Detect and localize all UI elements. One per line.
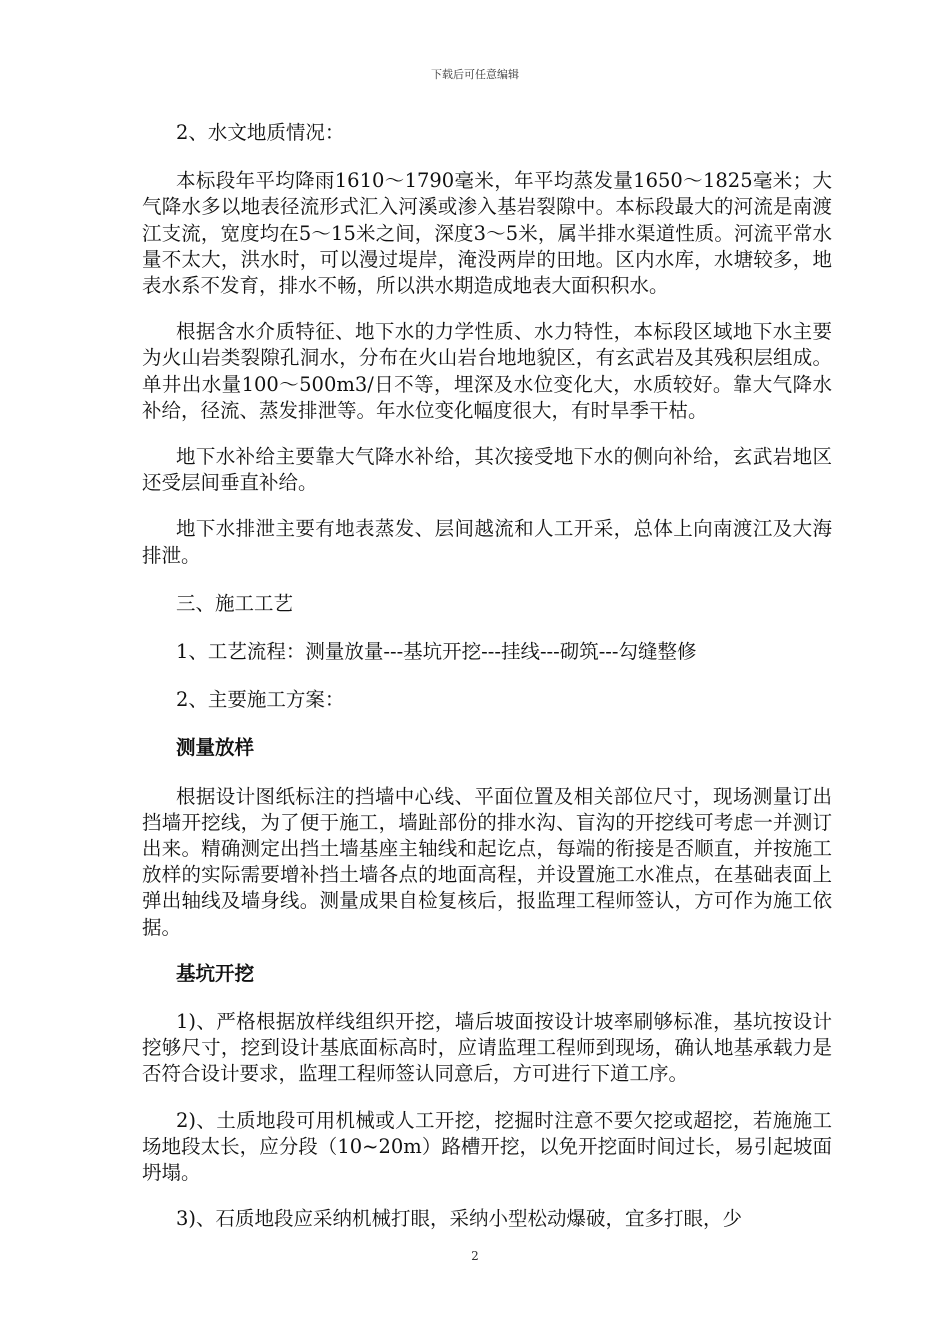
subheading-survey-layout: 测量放样 — [176, 736, 255, 760]
section-heading-hydrogeology: 2、水文地质情况： — [176, 121, 345, 144]
process-flow-line: 1、工艺流程：测量放量---基坑开挖---挂线---砌筑---勾缝整修 — [176, 640, 697, 664]
paragraph-survey-layout: 根据设计图纸标注的挡墙中心线、平面位置及相关部位尺寸，现场测量订出挡墙开挖线，为了便于施工，墙趾部份的排水沟、盲沟的开挖线可考虑一并测订出来。精确测定出挡土墙基座主轴线和起讫点，每端的衔接是否顺直，并按施工放样的实际需要增补挡土墙各点的地面高程，并设置施工水准点，在基础表面上弹出轴线及墙身线。测量成果自检复核后，报监理工程师签认，方可作为施工依据。 — [142, 784, 832, 939]
section-heading-main-plan: 2、主要施工方案： — [176, 688, 345, 712]
subheading-foundation-pit: 基坑开挖 — [176, 961, 255, 985]
paragraph-excavation-3: 3)、石质地段应采纳机械打眼，采纳小型松动爆破，宜多打眼，少 — [176, 1207, 743, 1231]
section-heading-construction: 三、施工工艺 — [176, 591, 294, 615]
paragraph-excavation-1: 1)、严格根据放样线组织开挖，墙后坡面按设计坡率刷够标准，基坑按设计挖够尺寸，挖到设计基底面标高时，应请监理工程师到现场，确认地基承载力是否符合设计要求，监理工程师签认同意后，方可进行下道工序。 — [142, 1010, 832, 1086]
page-number: 2 — [471, 1249, 479, 1263]
paragraph-excavation-2: 2)、土质地段可用机械或人工开挖，挖掘时注意不要欠挖或超挖，若施施工场地段太长，应分段（10~20m）路槽开挖，以免开挖面时间过长，易引起坡面坍塌。 — [142, 1108, 832, 1185]
document-body — [142, 120, 832, 1253]
paragraph-rainfall: 本标段年平均降雨1610～1790毫米，年平均蒸发量1650～1825毫米；大气降水多以地表径流形式汇入河溪或渗入基岩裂隙中。本标段最大的河流是南渡江支流，宽度均在5～15米之间，深度3～5米，属半排水渠道性质。河流平常水量不太大，洪水时，可以漫过堤岸，淹没两岸的田地。区内水库，水塘较多，地表水系不发育，排水不畅，所以洪水期造成地表大面积积水。 — [142, 169, 832, 298]
paragraph-groundwater-discharge: 地下水排泄主要有地表蒸发、层间越流和人工开采，总体上向南渡江及大海排泄。 — [142, 517, 832, 567]
paragraph-groundwater-type: 根据含水介质特征、地下水的力学性质、水力特性，本标段区域地下水主要为火山岩类裂隙孔洞水，分布在火山岩台地地貌区，有玄武岩及其残积层组成。单井出水量100～500m3/日不等，埋深及水位变化大，水质较好。靠大气降水补给，径流、蒸发排泄等。年水位变化幅度很大，有时旱季干枯。 — [142, 320, 832, 422]
paragraph-groundwater-recharge: 地下水补给主要靠大气降水补给，其次接受地下水的侧向补给，玄武岩地区还受层间垂直补给。 — [142, 445, 832, 495]
page-header: 下载后可任意编辑 — [431, 68, 519, 81]
